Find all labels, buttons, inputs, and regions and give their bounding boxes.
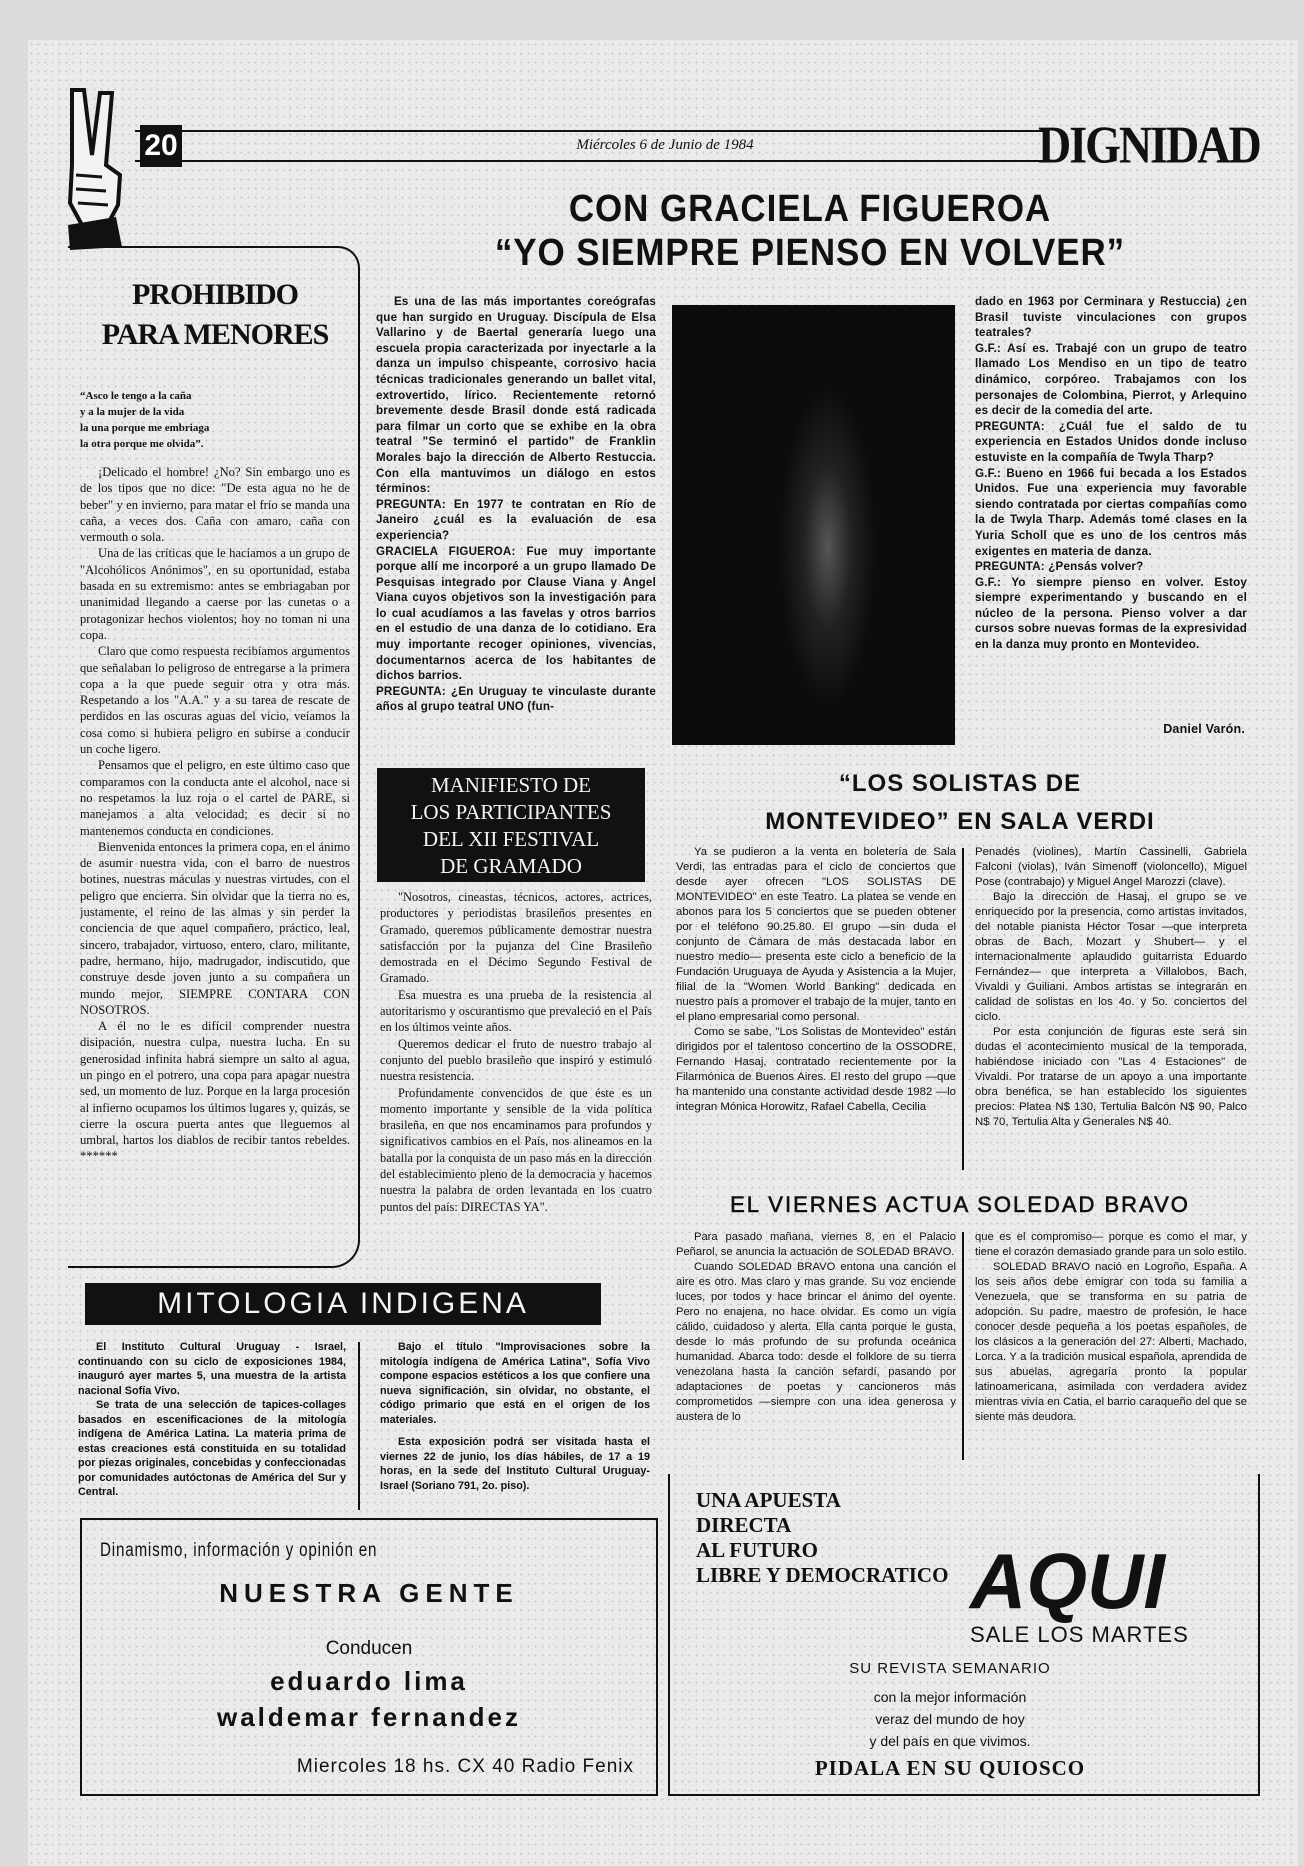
paragraph: PREGUNTA: En 1977 te contratan en Río de Janeiro ¿cuál es la evaluación de esa experiencia? [376,497,656,542]
paragraph: Bienvenida entonces la primera copa, en el ánimo de asumir nuestra vida, con el barro de nuestros botines, nuestras máculas y nuestras virtudes, con el peligro que encierra. Sin olvidar que la tierra no es, justamente, el reino de las almas y sin perder la conciencia de que aquel compañero, práctico, leal, sincero, trabajador, virtuoso, entero, claro, militante, padre, hermano, hijo, madrugador, indiscutido, que construye desde joven junto a su compañera un mundo mejor, SIEMPRE CONTARA CON NOSOTROS. [80,839,350,1017]
quote-line: la una porque me embriaga [80,422,210,434]
manifiesto-title-line: DEL XII FESTIVAL [422,827,600,851]
aqui-ad [668,1474,1260,1796]
paragraph: PREGUNTA: ¿Pensás volver? [975,560,1144,574]
slogan-line: UNA APUESTA [696,1488,841,1512]
soledad-col2 [975,1230,1247,1465]
paragraph: Una de las críticas que le hacíamos a un grupo de "Alcohólicos Anónimos", en su oportunidad, estaba basada en su extremismo: antes se embriagaban por unanimidad llegando a caerse por las cunetas o a protagonizar hechos violentos; hoy no toman ni una copa. [80,546,350,642]
interview-col2 [975,294,1247,714]
column-divider [962,848,964,1170]
paragraph: Cuando SOLEDAD BRAVO entona una canción el aire es otro. Mas claro y mas grande. Su voz enciende luces, por todos y hace brincar el ánimo del oyente. Pero no enajena, no hace olvidar. Es como un vigía cálido, cuidadoso y alerta. Ella canta porque le gusta, desde lo más profundo de su profunda oceánica humanidad. Abarca todo: desde el folklore de su tierra venezolana hasta la canción sefardí, pasando por adaptaciones de poetas y cancioneros más comprometidos —siempre con una idea generosa y austera de lo [676,1261,956,1423]
byline: Daniel Varón. [1163,722,1245,736]
aqui-brand: AQUI [970,1537,1165,1625]
aqui-desc [670,1686,1230,1752]
paragraph: Se trata de una selección de tapices-collages basados en escenificaciones de la mitología indígena de América Latina. La materia prima de estas creaciones está constituida en su totalidad por piezas originales, concebidas y confeccionadas por comunidades autóctonas de América del Sur y Central. [78,1399,346,1498]
paragraph: Penadés (violines), Martín Cassinelli, Gabriela Falconi (violas), Iván Simenoff (violoncello), Miguel Pose (contrabajo) y Miguel Angel Marozzi (clave). [975,846,1247,888]
interview-col1 [376,294,656,760]
manifiesto-title-line: MANIFIESTO DE [430,773,592,797]
mitologia-title: MITOLOGIA INDIGENA [85,1283,601,1325]
paragraph: El Instituto Cultural Uruguay - Israel, continuando con su ciclo de exposiciones 1984, inauguró ayer martes 5, una muestra de la artista nacional Sofía Vivo. [78,1341,346,1397]
main-headline-line2: “YO SIEMPRE PIENSO EN VOLVER” [494,232,1126,274]
mitologia-col1 [78,1340,346,1515]
manifiesto-title-box [377,768,645,882]
quote-line: y a la mujer de la vida [80,406,185,418]
paragraph: Como se sabe, "Los Solistas de Montevideo" están dirigidos por el talentoso concertino de la OSSODRE, Fernando Hasaj, contratado recientemente por la Filarmónica de Buenos Aires. El resto del grupo —que ha mantenido una constante actividad desde 1982 —lo integran Mónica Horowitz, Rafael Cabella, Cecilia [676,1026,956,1113]
radio-ad-conducen: Conducen [325,1638,413,1659]
radio-ad-host2: waldemar fernandez [217,1702,521,1732]
slogan-line: AL FUTURO [696,1538,818,1562]
paragraph: Por esta conjunción de figuras este será sin dudas el acontecimiento musical de la temporada, habiéndose iniciado con "Las 4 Estaciones" de Vivaldi. Por tratarse de un apoyo a una importante obra benéfica, se han establecido los siguientes precios: Platea N$ 130, Tertulia Balcón N$ 90, Palco N$ 70, Tertulia Alta y Generales N$ 40. [975,1026,1247,1128]
mitologia-col2 [380,1340,650,1515]
paragraph: SOLEDAD BRAVO nació en Logroño, España. A los seis años debe emigrar con toda su familia a Venezuela, que se transforma en su patria de adopción. Su padre, maestro de profesión, le hace conocer desde pequeña a los poetas españoles, de los clásicos a la generación del 27: Alberti, Machado, Lorca. Y a la tradición musical española, aprendida de sus abuelas, agregaría pronto la popular latinoamericana, asimilada con verdadera avidez mientras vivía en Catia, el barrio caraqueño del que se siente más deudora. [975,1261,1247,1423]
paragraph: Profundamente convencidos de que éste es un momento importante y sensible de la vida política brasileña, en que nos encaminamos para profundos y significativos cambios en el País, nos alineamos en la batalla por la conquista de un paso más en la dirección del establecimiento pleno de la democracia y hacemos nuestra la palabra de orden levantada en los cuatro puntos del país: DIRECTAS YA". [380,1085,652,1214]
aqui-day: SALE LOS MARTES [970,1622,1189,1647]
newspaper-logo: DIGNIDAD [1038,115,1260,174]
paragraph: que es el compromiso— porque es como el mar, y tiene el corazón demasiado grande para un solo estilo. [975,1231,1247,1258]
paragraph: ¡Delicado el hombre! ¿No? Sin embargo uno es de los tipos que no dice: "De esta agua no he de beber" y en invierno, para matar el frío se manda una caña, a veces dos. Caña con amaro, caña con vermouth o sola. [80,465,350,545]
manifiesto-title-line: DE GRAMADO [440,854,582,878]
solistas-title-line1: “LOS SOLISTAS DE [838,770,1082,797]
victory-hand-icon [62,85,137,250]
quote-line: la otra porque me olvida”. [80,438,204,450]
paragraph: G.F.: Yo siempre pienso en volver. Estoy siempre experimentando y buscando en el núcleo de la persona. Pienso volver a dar cursos sobre nuevas formas de la expresividad en la danza muy pronto en Montevideo. [975,575,1247,652]
radio-ad-schedule: Miercoles 18 hs. CX 40 Radio Fenix [296,1756,634,1777]
paragraph: G.F.: Así es. Trabajé con un grupo de teatro llamado Los Mendiso en un tipo de teatro dinámico, corpóreo. Trabajamos con los personajes de Colombina, Pierrot, y Arlequino es decir de la comedia del arte. [975,341,1247,418]
manifiesto-body [380,889,652,1273]
paragraph: "Nosotros, cineastas, técnicos, actores, actrices, productores y periodistas brasileños presentes en Gramado, queremos públicamente demostrar nuestra satisfacción por la pujanza del Cine Brasileño demostrada en el Décimo Segundo Festival de Gramado. [380,890,652,986]
paragraph: A él no le es difícil comprender nuestra disipación, nuestra culpa, nuestra lucha. En su generosidad infinita habrá siempre un salto al agua, un pingo en el potrero, una copa para apagar nuestra sed, un momento de luz. Porque en la larga procesión al infierno ocupamos los últimos lugares y, quizás, se cierre la oscura puerta antes que lleguemos al umbral, hartos los diablos de recibir tantos rebeldes. ****** [80,1019,350,1164]
aqui-tagline: SU REVISTA SEMANARIO [849,1660,1051,1677]
radio-ad-host1: eduardo lima [270,1666,468,1696]
manifiesto-title-line: LOS PARTICIPANTES [410,800,612,824]
prohibido-title-line1: PROHIBIDO [131,278,299,311]
paragraph: Para pasado mañana, viernes 8, en el Palacio Peñarol, se anuncia la actuación de SOLEDAD BRAVO. [676,1231,956,1258]
paragraph: Queremos dedicar el fruto de nuestro trabajo al conjunto del pueblo brasileño que inspiró y estimuló nuestra resistencia. [380,1036,652,1084]
soledad-title: EL VIERNES ACTUA SOLEDAD BRAVO [730,1192,1190,1217]
radio-ad-program: NUESTRA GENTE [219,1578,519,1608]
paragraph: Ya se pudieron a la venta en boletería de Sala Verdi, las entradas para el ciclo de conciertos que desde ayer ofrecen "LOS SOLISTAS DE MONTEVIDEO" en este Teatro. La platea se vende en abonos para los 5 conciertos que se pueden obtener por el teléfono 90.25.80. El grupo —sin duda el conjunto de Cámara de más destacada labor en nuestro medio— presenta este ciclo a beneficio de la Fundación Uruguaya de Ayuda y Asistencia a la Mujer, filial de la "Women World Banking" dedicada en nuestro país a promover el trabajo de la mujer, tanto en el plano empresarial como personal. [676,846,956,1023]
main-headline-line1: CON GRACIELA FIGUEROA [568,188,1052,230]
solistas-col1 [676,845,956,1175]
desc-line: con la mejor información [873,1689,1027,1705]
soledad-col1 [676,1230,956,1465]
paragraph: PREGUNTA: ¿Cuál fue el saldo de tu experiencia en Estados Unidos donde incluso estuviste en la compañía de Twyla Tharp? [975,419,1247,464]
aqui-cta: PIDALA EN SU QUIOSCO [814,1756,1086,1780]
column-divider [962,1232,964,1460]
paragraph: dado en 1963 por Cerminara y Restuccia) ¿en Brasil tuviste vinculaciones con grupos teatrales? [975,295,1247,340]
quote-line: “Asco le tengo a la caña [80,390,192,402]
paragraph: GRACIELA FIGUEROA: Fue muy importante porque allí me incorporé a un grupo llamado De Pesquisas integrado por Clause Viana y Angel Viana cuyos objetivos son la investigación para lo cual acudíamos a las favelas y otros barrios en el estudio de una danza de lo cotidiano. Era muy importante recoger opiniones, vivencias, documentarnos acerca de los habitantes de dichos barrios. [376,544,656,683]
slogan-line: DIRECTA [696,1513,792,1537]
dancer-photo [672,305,955,745]
desc-line: veraz del mundo de hoy [875,1711,1025,1727]
masthead-rule-top [135,130,1045,132]
paragraph: Pensamos que el peligro, en este último caso que comparamos con la conducta ante el alcohol, nace si no respetamos la luz roja o el cartel de PARE, si manejamos a alta velocidad; es decir si no mantenemos conducta en condiciones. [80,758,350,838]
solistas-title-line2: MONTEVIDEO” EN SALA VERDI [765,808,1155,835]
solistas-col2 [975,845,1247,1175]
paragraph: Bajo el título "Improvisaciones sobre la mitología indígena de América Latina", Sofía Vivo compone espacios estéticos a los que confiere una nueva significación, sin olvidar, no obstante, el código primario que está en el origen de los materiales. [380,1341,650,1426]
paragraph: G.F.: Bueno en 1966 fui becada a los Estados Unidos. Fue una experiencia muy favorable siendo contratada por ciertas compañías como la de Twyla Tharp. Además tomé clases en la Yuria Scholl que es uno de los centros más exigentes en materia de danza. [975,466,1247,558]
masthead-rule-bottom [135,160,1045,162]
paragraph: Bajo la dirección de Hasaj, el grupo se ve enriquecido por la presencia, como artistas invitados, del notable pianista Héctor Tosar —que interpreta obras de Bach, Mozart y Shubert— y el internacionalmente aplaudido guitarrista Eduardo Fernández— que interpreta a Villalobos, Bach, Vivaldi y Guiliani. Ambos artistas se integrarán en calidad de solistas en los 4o. y 5o. conciertos del ciclo. [975,891,1247,1023]
paragraph: Es una de las más importantes coreógrafas que han surgido en Uruguay. Discípula de Elsa Vallarino y de Baertal generaría luego una escuela propia caracterizada por inyectarle a la danza un impulso chispeante, corrosivo hacia técnicas tradicionales generando un ballet vital, extrovertido, lírico. Recientemente retornó brevemente desde Brasil donde está radicada para filmar un corto que se exhibe en la obra teatral "Se terminó el partido" de Franklin Morales bajo la dirección de Alberto Restuccia. Con ella mantuvimos un diálogo en estos términos: [376,295,656,496]
radio-ad-intro: Dinamismo, información y opinión en [100,1540,378,1561]
prohibido-body [80,464,350,1260]
desc-line: y del país en que vivimos. [869,1733,1031,1749]
column-divider [358,1342,360,1510]
paragraph: Claro que como respuesta recibíamos argumentos que señalaban lo peligroso de entregarse a la primera copa a la que puede seguir otra y otra más. Respetando a los "A.A." y a su tarea de rescate de perdidos en las oscuras aguas del vicio, veíamos la cosa como si hubiera peligro en subirse a conducir un coche ligero. [80,644,350,757]
paragraph: PREGUNTA: ¿En Uruguay te vinculaste durante años al grupo teatral UNO (fun- [376,684,656,714]
aqui-slogan [696,1488,948,1588]
paragraph: Esa muestra es una prueba de la resistencia al autoritarismo y oscurantismo que prevaleció en el País en los últimos veinte años. [380,987,652,1035]
prohibido-quote [80,388,350,452]
issue-date: Miércoles 6 de Junio de 1984 [576,137,754,153]
paragraph: Esta exposición podrá ser visitada hasta el viernes 22 de junio, los días hábiles, de 17 a 19 horas, en la sede del Instituto Cultural Uruguay-Israel (Soriano 791, 2o. piso). [380,1436,650,1492]
page-number: 20 [140,125,182,167]
slogan-line: LIBRE Y DEMOCRATICO [696,1563,949,1587]
prohibido-title-line2: PARA MENORES [101,318,329,351]
radio-ad [80,1518,658,1796]
